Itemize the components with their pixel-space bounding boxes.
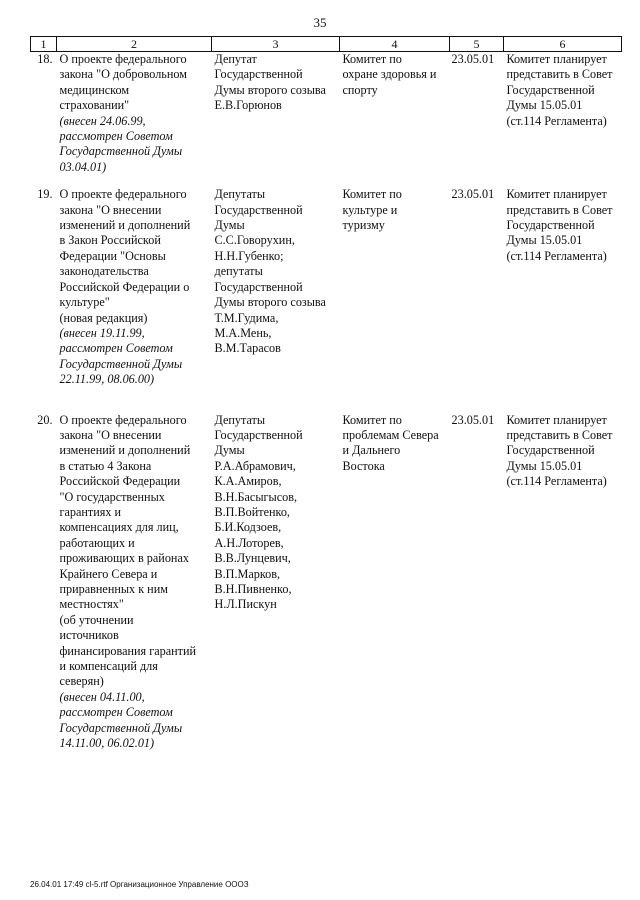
status-line: Государственной [506,82,595,97]
bill-title-line: закона "О добровольном [59,67,187,82]
author-line: Н.Н.Губенко; [214,248,284,263]
status-line: (ст.114 Регламента) [506,248,607,263]
committee-line: спорту [342,82,378,97]
bill-title-line: медицинском [59,82,130,97]
status-note [504,52,622,188]
bill-title-line: приравненных к ним [59,582,168,596]
scheduled-date: 23.05.01 [451,412,495,427]
responsible-committee [340,52,450,188]
column-number: 1 [31,37,57,52]
bill-title-line: гарантиях и [59,504,122,519]
column-number-row [31,37,622,52]
bill-title-line: "О государственных [59,489,165,504]
author-line: Р.А.Абрамович, [214,458,296,473]
responsible-committee [340,413,450,752]
bill-title-line: в Закон Российской [59,233,161,248]
status-line: Думы 15.05.01 [506,458,583,473]
table-row [31,52,622,188]
bill-title-line: Федерации "Основы [59,248,166,263]
author-line: А.Н.Лоторев, [214,535,284,550]
bill-title-line: культуре" [59,295,110,310]
column-number: 5 [450,37,504,52]
bill-title-line: и компенсаций для [59,659,158,674]
column-number: 6 [504,37,622,52]
author-line: В.П.Войтенко, [214,504,290,519]
bill-note-line: Государственной Думы [59,356,183,371]
bill-title-line: закона "О внесении [59,427,162,442]
row-number: 18. [37,52,53,66]
bill-title-line: Крайнего Севера и [59,566,158,581]
status-note [504,187,622,412]
column-number: 4 [340,37,450,52]
author-line: Государственной [214,202,303,217]
committee-line: Комитет по [342,412,402,427]
status-line: (ст.114 Регламента) [506,113,607,128]
author-line: Б.И.Кодзоев, [214,520,282,535]
status-line: Комитет планирует [506,187,607,202]
row-number: 20. [37,412,53,427]
column-number: 3 [212,37,340,52]
bill-title [57,413,212,752]
bill-title [57,187,212,412]
bill-title-line: О проекте федерального [59,412,187,427]
status-line: представить в Совет [506,427,613,442]
author-line: В.Н.Басыгысов, [214,489,298,504]
bill-title-line: местностях" [59,597,124,612]
author-line: Н.Л.Пискун [214,597,277,612]
bill-title-line: компенсациях для лиц, [59,520,179,535]
author-line: Думы второго созыва [214,295,326,310]
status-line: Думы 15.05.01 [506,98,583,113]
committee-line: проблемам Севера [342,427,439,442]
scheduled-date: 23.05.01 [451,52,495,66]
bill-note-line: рассмотрен Советом [59,129,173,144]
footer-print-info: 26.04.01 17:49 cl-5.rtf Организационное Управление ОООЗ [30,880,249,889]
bill-note-line: (внесен 24.06.99, [59,113,146,128]
author-line: К.А.Амиров, [214,474,282,489]
status-line: представить в Совет [506,202,613,217]
bill-note-line: 22.11.99, 08.06.00) [59,372,155,387]
author-line: Государственной [214,279,303,294]
bill-title-line: О проекте федерального [59,52,187,66]
status-line: Комитет планирует [506,412,607,427]
bill-title [57,52,212,188]
author-line: Т.М.Гудима, [214,310,279,325]
bill-title-line: законодательства [59,264,149,279]
bill-title-line: финансирования гарантий [59,643,196,658]
author-line: М.А.Мень, [214,325,272,340]
committee-line: Комитет по [342,52,402,66]
table-row [31,413,622,752]
bill-authors [212,413,340,752]
committee-line: культуре и [342,202,398,217]
author-line: В.Н.Пивненко, [214,582,292,596]
bill-note-line: рассмотрен Советом [59,705,173,720]
status-line: представить в Совет [506,67,613,82]
bill-authors [212,187,340,412]
author-line: Думы [214,443,245,458]
bill-title-line: (об уточнении [59,612,134,627]
bill-title-line: проживающих в районах [59,551,189,566]
bill-title-line: изменений и дополнений [59,443,191,458]
bill-title-line: страховании" [59,98,130,113]
bill-title-line: Российской Федерации [59,474,181,489]
bill-note-line: Государственной Думы [59,144,183,159]
bill-title-line: (новая редакция) [59,310,148,325]
row-number: 19. [37,187,53,202]
table-row [31,187,622,412]
author-line: Е.В.Горюнов [214,98,282,113]
bill-title-line: изменений и дополнений [59,218,191,233]
bill-title-line: в статью 4 Закона [59,458,152,473]
table-body [31,52,622,752]
committee-line: Комитет по [342,187,402,202]
bill-title-line: Российской Федерации о [59,279,190,294]
bill-note-line: рассмотрен Советом [59,341,173,356]
author-line: Государственной [214,427,303,442]
bill-title-line: северян) [59,674,104,689]
committee-line: туризму [342,218,385,233]
bill-title-line: О проекте федерального [59,187,187,202]
committee-line: охране здоровья и [342,67,437,82]
author-line: Думы второго созыва [214,82,326,97]
bill-title-line: закона "О внесении [59,202,162,217]
committee-line: Востока [342,458,385,473]
author-line: В.В.Лунцевич, [214,551,291,566]
author-line: Депутаты [214,187,266,202]
author-line: Депутаты [214,412,266,427]
bill-note-line: (внесен 19.11.99, [59,325,145,340]
author-line: депутаты [214,264,263,279]
author-line: Думы [214,218,245,233]
bill-authors [212,52,340,188]
author-line: С.С.Говорухин, [214,233,295,248]
status-line: Думы 15.05.01 [506,233,583,248]
bill-note-line: Государственной Думы [59,720,183,735]
bill-note-line: (внесен 04.11.00, [59,689,145,704]
status-line: Комитет планирует [506,52,607,66]
scheduled-date: 23.05.01 [451,187,495,202]
column-number: 2 [57,37,212,52]
responsible-committee [340,187,450,412]
bill-note-line: 14.11.00, 06.02.01) [59,736,155,751]
status-note [504,413,622,752]
author-line: В.П.Марков, [214,566,281,581]
author-line: Государственной [214,67,303,82]
status-line: (ст.114 Регламента) [506,474,607,489]
bill-note-line: 03.04.01) [59,159,107,174]
status-line: Государственной [506,443,595,458]
bill-title-line: работающих и [59,535,135,550]
committee-line: и Дальнего [342,443,401,458]
bill-title-line: источников [59,628,119,643]
author-line: В.М.Тарасов [214,341,281,356]
author-line: Депутат [214,52,257,66]
status-line: Государственной [506,218,595,233]
bills-table [30,36,622,751]
page-number: 35 [313,15,327,30]
